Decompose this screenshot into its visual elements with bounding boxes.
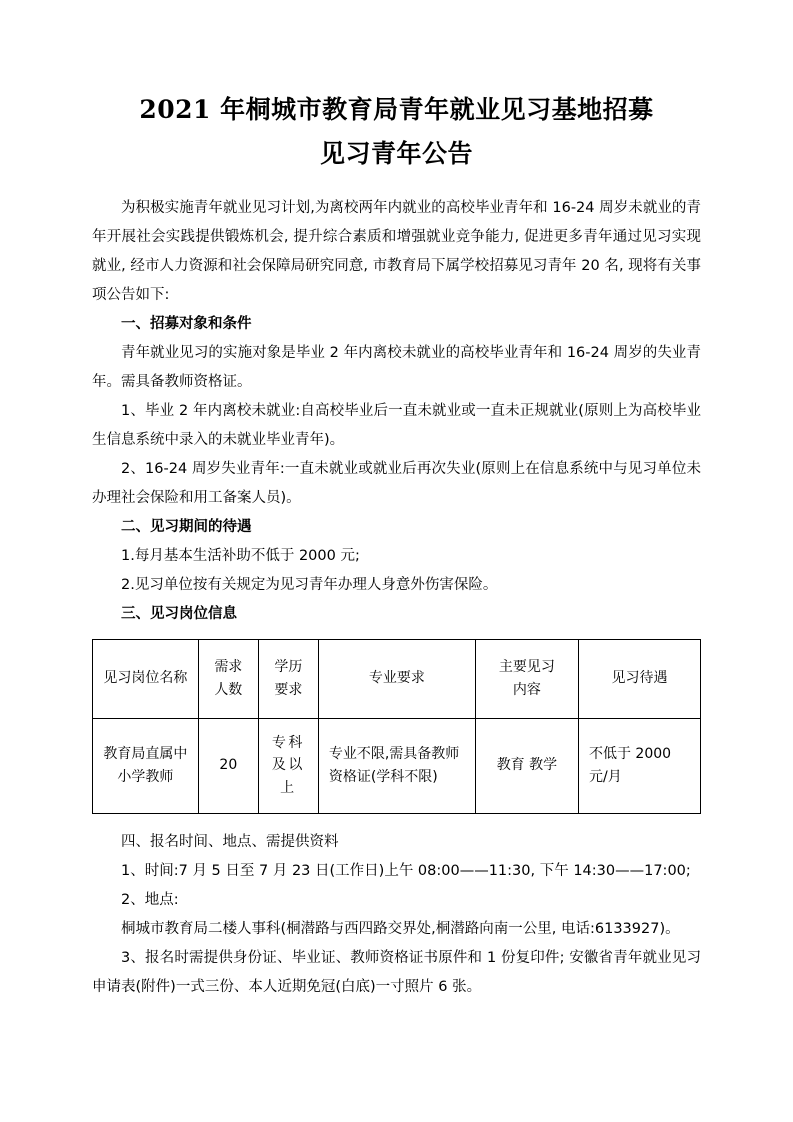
header-major: 专业要求 bbox=[318, 639, 475, 718]
section-1-paragraph-1: 青年就业见习的实施对象是毕业 2 年内离校未就业的高校毕业青年和 16-24 周岁的失业青年。需具备教师资格证。 bbox=[92, 344, 701, 390]
section-2-paragraph-1: 1.每月基本生活补助不低于 2000 元; bbox=[121, 547, 360, 564]
section-4-heading: 四、报名时间、地点、需提供资料 bbox=[121, 833, 339, 850]
cell-treatment: 不低于 2000 元/月 bbox=[578, 718, 700, 813]
header-count bbox=[198, 639, 258, 718]
section-1-paragraph-2: 1、毕业 2 年内离校未就业:自高校毕业后一直未就业或一直未正规就业(原则上为高校毕业生信息系统中录入的未就业毕业青年)。 bbox=[92, 402, 701, 448]
section-4-paragraph-1: 1、时间:7 月 5 日至 7 月 23 日(工作日)上午 08:00——11:30, 下午 14:30——17:00; bbox=[121, 862, 691, 879]
section-4-paragraph-2: 2、地点: bbox=[121, 891, 179, 908]
title-line-2: 见习青年公告 bbox=[319, 138, 473, 168]
header-education bbox=[258, 639, 318, 718]
header-count-line-2: 人数 bbox=[214, 681, 243, 698]
internship-post-table bbox=[92, 639, 701, 814]
section-1-paragraph-3: 2、16-24 周岁失业青年:一直未就业或就业后再次失业(原则上在信息系统中与见习单位未办理社会保险和用工备案人员)。 bbox=[92, 460, 701, 506]
intro-paragraph: 为积极实施青年就业见习计划,为离校两年内就业的高校毕业青年和 16-24 周岁未就业的青年开展社会实践提供锻炼机会, 提升综合素质和增强就业竞争能力, 促进更多青年通过见习实现就业, 经市人力资源和社会保障局研究同意, 市教育局下属学校招募见习青年 20 名, 现将有关事项公告如下: bbox=[92, 199, 701, 303]
table-head bbox=[93, 639, 701, 718]
section-3-heading: 三、见习岗位信息 bbox=[121, 605, 237, 622]
internship-post-table-wrapper bbox=[92, 639, 701, 814]
table-header-row bbox=[93, 639, 701, 718]
cell-post-name: 教育局直属中小学教师 bbox=[93, 718, 199, 813]
page-title bbox=[92, 88, 701, 176]
cell-count: 20 bbox=[198, 718, 258, 813]
section-4-paragraph-4: 3、报名时需提供身份证、毕业证、教师资格证书原件和 1 份复印件; 安徽省青年就业见习申请表(附件)一式三份、本人近期免冠(白底)一寸照片 6 张。 bbox=[92, 949, 701, 995]
table-body bbox=[93, 718, 701, 813]
header-content-line-1: 主要见习 bbox=[498, 659, 555, 676]
header-education-line-2: 要求 bbox=[274, 681, 303, 698]
header-treatment: 见习待遇 bbox=[578, 639, 700, 718]
cell-education: 专科及以上 bbox=[258, 718, 318, 813]
header-content-line-2: 内容 bbox=[512, 681, 541, 698]
header-content bbox=[475, 639, 578, 718]
title-line-1: 2021 年桐城市教育局青年就业见习基地招募 bbox=[139, 95, 654, 124]
cell-content: 教育 教学 bbox=[475, 718, 578, 813]
document-body bbox=[92, 194, 701, 1002]
cell-major: 专业不限,需具备教师资格证(学科不限) bbox=[318, 718, 475, 813]
section-4 bbox=[92, 828, 701, 1002]
header-count-line-1: 需求 bbox=[214, 659, 243, 676]
section-1-heading: 一、招募对象和条件 bbox=[121, 315, 252, 332]
section-2-paragraph-2: 2.见习单位按有关规定为见习青年办理人身意外伤害保险。 bbox=[121, 576, 498, 593]
header-post-name: 见习岗位名称 bbox=[93, 639, 199, 718]
section-4-paragraph-3: 桐城市教育局二楼人事科(桐潜路与西四路交界处,桐潜路向南一公里, 电话:6133927)。 bbox=[121, 920, 680, 937]
table-row bbox=[93, 718, 701, 813]
section-2-heading: 二、见习期间的待遇 bbox=[121, 518, 252, 535]
header-education-line-1: 学历 bbox=[274, 659, 303, 676]
